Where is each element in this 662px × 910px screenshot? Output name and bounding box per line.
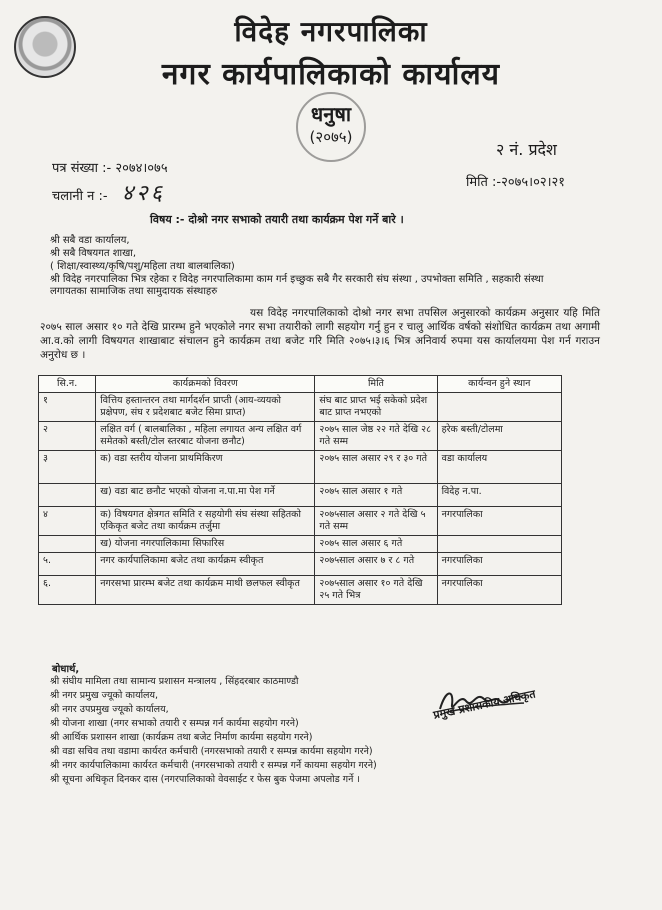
addressee-line: श्री विदेह नगरपालिका भित्र रहेका र विदेह नगरपालिकामा काम गर्न इच्छुक सबै गैर सरकारी संघ संस्था , उपभोक्ता समिति , सहकारी संस्था	[50, 274, 544, 285]
table-row	[39, 507, 562, 536]
cell-desc: वित्तिय हस्तान्तरन तथा मार्गदर्शन प्राप्ती (आय-व्ययको प्रक्षेपण, संघ र प्रदेशबाट बजेट सिमा प्राप्त)	[96, 393, 315, 422]
bodhartha-label: बोधार्थ,	[52, 664, 80, 675]
cc-line: श्री नगर प्रमुख ज्यूको कार्यालय,	[50, 690, 159, 701]
cell-desc: ख) वडा बाट छनौट भएको योजना न.पा.मा पेश गर्ने	[96, 484, 315, 507]
table-row	[39, 393, 562, 422]
cell-date: संघ बाट प्राप्त भई सकेको प्रदेश बाट प्राप्त नभएको	[315, 393, 437, 422]
cell-desc: लक्षित वर्ग ( बालबालिका , महिला लगायत अन्य लक्षित वर्ग समेतको बस्ती/टोल स्तरबाट योजना छनौट)	[96, 422, 315, 451]
org-name-line1: विदेह नगरपालिका	[234, 15, 428, 48]
cell-place	[437, 536, 561, 553]
table-row	[39, 484, 562, 507]
cell-sn: ६.	[39, 576, 96, 605]
table-row	[39, 576, 562, 605]
letter-date: मिति :-२०७५।०२।२१	[466, 175, 566, 190]
cell-sn: ४	[39, 507, 96, 536]
cell-sn: २	[39, 422, 96, 451]
cell-date: २०७५ साल असार १ गते	[315, 484, 437, 507]
org-name-line2: नगर कार्यपालिकाको कार्यालय	[161, 57, 501, 92]
cell-place	[437, 393, 561, 422]
chalani-label: चलानी न :-	[52, 189, 108, 204]
cell-sn: ५.	[39, 553, 96, 576]
signer-title: प्रमुख प्रशासकीय अधिकृत	[432, 687, 537, 722]
body-paragraph: यस विदेह नगरपालिकाको दोश्रो नगर सभा तपसिल अनुसारको कार्यक्रम अनुसार यहि मिति २०७५ साल असार १० गते देखि प्रारम्भ हुने भएकोले नगर सभा तयारीको लागी सहयोग गर्नु हुन र चालु आर्थिक वर्षको संशोधित कार्यक्रम तथा अगामी आ.व.को लागी विषयगत शाखाबाट संचालन हुने कार्यक्रम तथा बजेट गरि मिति २०७५।३।६ भित्र अनिवार्य रुपमा यस कार्यालयमा पेश गर्न गराउन अनुरोध छ ।	[40, 307, 600, 361]
cc-line: श्री संघीय मामिला तथा सामान्य प्रशासन मन्त्रालय , सिंहदरबार काठमाण्डौ	[50, 676, 299, 687]
cell-desc: क) वडा स्तरीय योजना प्राथमिकिरण	[96, 451, 315, 484]
cell-date: २०७५ साल असार ६ गते	[315, 536, 437, 553]
cell-place: वडा कार्यालय	[437, 451, 561, 484]
table-row	[39, 536, 562, 553]
cc-line: श्री वडा सचिव तथा वडामा कार्यरत कर्मचारी (नगरसभाको तयारी र सम्पन्न कार्यमा सहयोग गरने)	[50, 746, 373, 757]
cell-desc: नगर कार्यपालिकामा बजेट तथा कार्यक्रम स्वीकृत	[96, 553, 315, 576]
cell-date: २०७५ साल जेष्ठ २२ गते देखि २८ गते सम्म	[315, 422, 437, 451]
cell-date: २०७५ साल असार २९ र ३० गते	[315, 451, 437, 484]
cell-sn: १	[39, 393, 96, 422]
addressee-line: श्री सबै वडा कार्यालय,	[50, 235, 130, 246]
program-table	[38, 375, 562, 605]
header-desc: कार्यक्रमको विवरण	[96, 376, 315, 393]
header-date: मिति	[315, 376, 437, 393]
cell-sn: ३	[39, 451, 96, 484]
chalani-number: ४२६	[121, 181, 166, 206]
cell-place: नगरपालिका	[437, 507, 561, 536]
cell-date: २०७५साल असार २ गते देखि ५ गते सम्म	[315, 507, 437, 536]
cc-line: श्री सूचना अधिकृत दिनकर दास (नगरपालिकाको वेवसाईट र फेस बुक पेजमा अपलोड गर्ने ।	[50, 774, 360, 785]
cell-sn	[39, 484, 96, 507]
cell-desc: नगरसभा प्रारम्भ बजेट तथा कार्यक्रम माथी छलफल स्वीकृत	[96, 576, 315, 605]
cell-sn	[39, 536, 96, 553]
cc-line: श्री आर्थिक प्रशासन शाखा (कार्यक्रम तथा बजेट निर्माण कार्यमा सहयोग गरने)	[50, 732, 313, 743]
addressee-line: लगायतका सामाजिक तथा सामुदायक संस्थाहरु	[50, 286, 218, 297]
subject-line: विषय :- दोश्रो नगर सभाको तयारी तथा कार्यक्रम पेश गर्ने बारे ।	[150, 213, 404, 226]
cell-place: नगरपालिका	[437, 576, 561, 605]
cell-date: २०७५साल असार १० गते देखि २५ गते भित्र	[315, 576, 437, 605]
cell-place: विदेह न.पा.	[437, 484, 561, 507]
cell-desc: ख) योजना नगरपालिकामा सिफारिस	[96, 536, 315, 553]
addressee-line: श्री सबै विषयगत शाखा,	[50, 248, 137, 259]
cc-line: श्री योजना शाखा (नगर सभाको तयारी र सम्पन्न गर्न कार्यमा सहयोग गरने)	[50, 718, 299, 729]
table-row	[39, 422, 562, 451]
province-label: २ नं. प्रदेश	[496, 140, 557, 159]
district-name: धनुषा	[310, 102, 352, 126]
cc-line: श्री नगर उपप्रमुख ज्यूको कार्यालय,	[50, 704, 169, 715]
patra-sankhya: पत्र संख्या :- २०७४।०७५	[52, 161, 168, 176]
header-place: कार्यन्वन हुने स्थान	[437, 376, 561, 393]
cell-desc: क) विषयगत क्षेत्रगत समिति र सहयोगी संघ संस्था सहितको एकिकृत बजेट तथा कार्यक्रम तर्जुमा	[96, 507, 315, 536]
cell-place: नगरपालिका	[437, 553, 561, 576]
cell-date: २०७५साल असार ७ र ८ गते	[315, 553, 437, 576]
table-row	[39, 553, 562, 576]
table-row	[39, 451, 562, 484]
chalani-line	[52, 177, 165, 207]
header-sn: सि.न.	[39, 376, 96, 393]
cell-place: हरेक बस्ती/टोलमा	[437, 422, 561, 451]
cc-line: श्री नगर कार्यपालिकामा कार्यरत कर्मचारी (नगरसभाको तयारी र सम्पन्न गर्ने कायमा सहयोग गरने)	[50, 760, 377, 771]
table-header-row	[39, 376, 562, 393]
year-note: (२०७५)	[309, 128, 353, 146]
addressee-line: ( शिक्षा/स्वास्थ्य/कृषि/पशु/महिला तथा बालबालिका)	[50, 261, 235, 272]
